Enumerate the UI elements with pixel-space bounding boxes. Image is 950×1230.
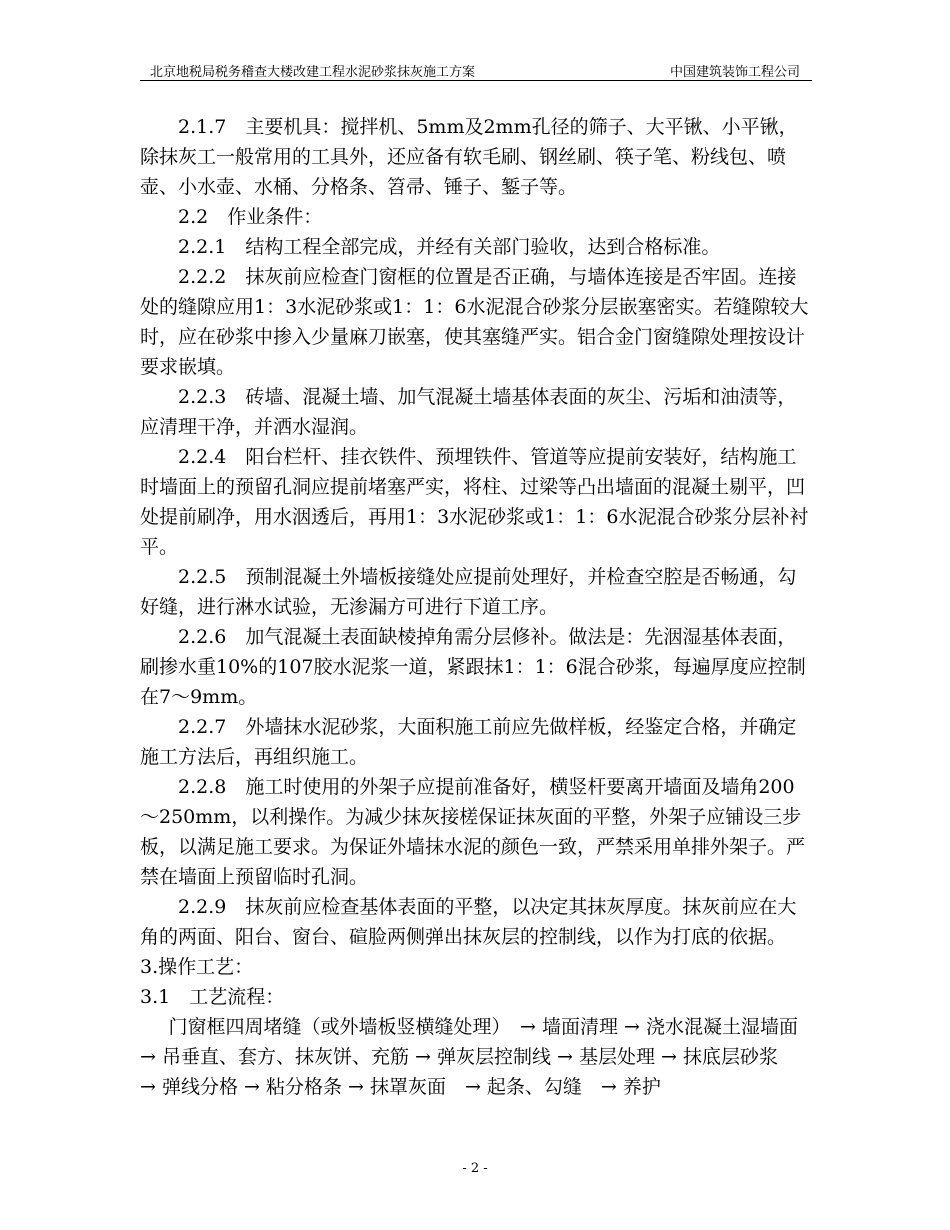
- heading-2-2: 2.2 作业条件：: [178, 206, 323, 228]
- paragraph-2-2-1: 2.2.1 结构工程全部完成，并经有关部门验收，达到合格标准。: [178, 236, 721, 258]
- header-company: 中国建筑装饰工程公司: [669, 65, 800, 80]
- paragraph-2-2-3: 2.2.3 砖墙、混凝土墙、加气混凝土墙基体表面的灰尘、污垢和油渍等，应清理干净，并洒水湿润。: [140, 386, 797, 438]
- paragraph-2-2-8: 2.2.8 施工时使用的外架子应提前准备好，横竖杆要离开墙面及墙角200～250mm，以利操作。为减少抹灰接槎保证抹灰面的平整，外架子应铺设三步板，以满足施工要求。为保证外墙抹水泥的颜色一致，严禁采用单排外架子。严禁在墙面上预留临时孔洞。: [140, 776, 806, 888]
- paragraph-2-2-2: 2.2.2 抹灰前应检查门窗框的位置是否正确，与墙体连接是否牢固。连接处的缝隙应用1：3水泥砂浆或1：1：6水泥混合砂浆分层嵌塞密实。若缝隙较大时，应在砂浆中掺入少量麻刀嵌塞，使其塞缝严实。铝合金门窗缝隙处理按设计要求嵌填。: [140, 266, 809, 378]
- heading-3-1: 3.1 工艺流程：: [140, 986, 285, 1008]
- process-flow: 门窗框四周堵缝（或外墙板竖横缝处理） → 墙面清理 → 浇水混凝土湿墙面 → 吊垂直、套方、抹灰饼、充筋 → 弹灰层控制线 → 基层处理 → 抹底层砂浆 → 弹线分格 → 粘分格条 → 抹罩灰面 → 起条、勾缝 → 养护: [140, 1016, 817, 1098]
- page-number: - 2 -: [462, 1161, 488, 1176]
- document-body: [140, 112, 817, 1102]
- header-title: 北京地税局税务稽查大楼改建工程水泥砂浆抹灰施工方案: [150, 65, 476, 80]
- page-header: [140, 60, 812, 81]
- paragraph-2-2-6: 2.2.6 加气混凝土表面缺棱掉角需分层修补。做法是：先洇湿基体表面，刷掺水重10%的107胶水泥浆一道，紧跟抹1：1：6混合砂浆，每遍厚度应控制在7～9mm。: [140, 626, 806, 708]
- paragraph-2-2-7: 2.2.7 外墙抹水泥砂浆，大面积施工前应先做样板，经鉴定合格，并确定施工方法后，再组织施工。: [140, 716, 797, 768]
- heading-3: 3.操作工艺：: [140, 956, 254, 978]
- paragraph-2-2-9: 2.2.9 抹灰前应检查基体表面的平整，以决定其抹灰厚度。抹灰前应在大角的两面、阳台、窗台、碹脸两侧弹出抹灰层的控制线，以作为打底的依据。: [140, 896, 797, 948]
- paragraph-2-2-4: 2.2.4 阳台栏杆、挂衣铁件、预埋铁件、管道等应提前安装好，结构施工时墙面上的预留孔洞应提前堵塞严实，将柱、过梁等凸出墙面的混凝土剔平，凹处提前刷净，用水洇透后，再用1：3水泥砂浆或1：1：6水泥混合砂浆分层补衬平。: [140, 446, 809, 558]
- paragraph-2-1-7: 2.1.7 主要机具：搅拌机、5mm及2mm孔径的筛子、大平锹、小平锹，除抹灰工一般常用的工具外，还应备有软毛刷、钢丝刷、筷子笔、粉线包、喷壶、小水壶、水桶、分格条、笤帚、锤子、錾子等。: [140, 116, 798, 198]
- paragraph-2-2-5: 2.2.5 预制混凝土外墙板接缝处应提前处理好，并检查空腔是否畅通，勾好缝，进行淋水试验，无渗漏方可进行下道工序。: [140, 566, 797, 618]
